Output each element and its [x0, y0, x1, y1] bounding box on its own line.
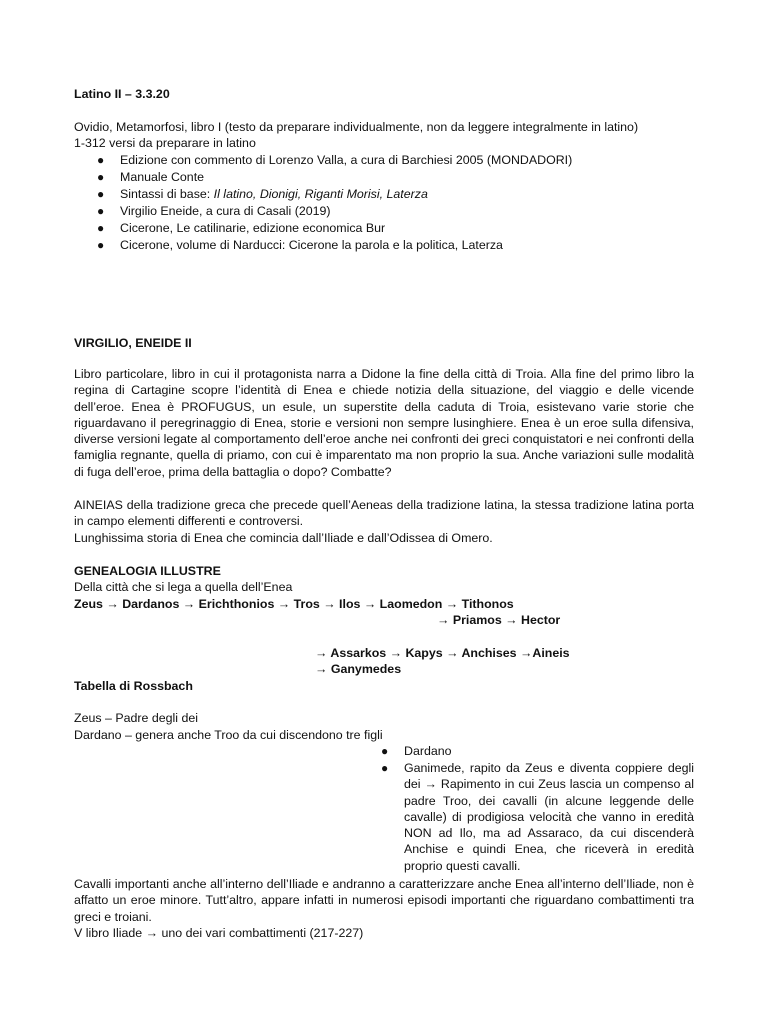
- page-title: Latino II – 3.3.20: [74, 87, 170, 101]
- section-heading: VIRGILIO, ENEIDE II: [74, 336, 192, 350]
- genealogy-line-1: Zeus → Dardanos → Erichthonios → Tros → Ilos → Laomedon → Tithonos: [74, 597, 514, 611]
- genealogy-subtitle: Della città che si lega a quella dell’Enea: [74, 580, 293, 594]
- intro-line-2: 1-312 versi da preparare in latino: [74, 136, 256, 150]
- bullet-icon: ●: [97, 221, 105, 235]
- reading-item: ● Sintassi di base: Il latino, Dionigi, Riganti Morisi, Laterza: [97, 187, 428, 201]
- reading-item: ● Manuale Conte: [97, 170, 205, 184]
- paragraph-iliad: V libro Iliade → uno dei vari combattimenti (217-227): [74, 926, 364, 940]
- genealogy-line-3: → Assarkos → Kapys → Anchises →Aineis: [315, 646, 570, 660]
- reading-item: ● Cicerone, volume di Narducci: Cicerone la parola e la politica, Laterza: [97, 238, 503, 252]
- table-reference: Tabella di Rossbach: [74, 679, 193, 693]
- bullet-icon: ●: [97, 238, 105, 252]
- note-dardano: Dardano – genera anche Troo da cui discendono tre figli: [74, 728, 383, 742]
- bullet-icon: ●: [381, 761, 389, 775]
- genealogy-heading: GENEALOGIA ILLUSTRE: [74, 564, 221, 578]
- bullet-icon: ●: [97, 170, 105, 184]
- paragraph-2: AINEIAS della tradizione greca che precede quell’Aeneas della tradizione latina, la stessa tradizione latina porta in campo elementi differenti e controversi.: [74, 498, 694, 529]
- paragraph-horses: Cavalli importanti anche all’interno dell’Iliade e andranno a caratterizzare anche Enea all’interno dell’Iliade, non è affatto un eroe minore. Tutt’altro, appare infatti in numerosi episodi importanti che riguardano combattimenti tra greci e troiani.: [74, 877, 694, 924]
- bullet-icon: ●: [381, 744, 389, 758]
- genealogy-line-4: → Ganymedes: [315, 662, 402, 676]
- bullet-icon: ●: [97, 204, 105, 218]
- reading-item: ● Cicerone, Le catilinarie, edizione economica Bur: [97, 221, 386, 235]
- genealogy-line-2: → Priamos → Hector: [437, 613, 561, 627]
- reading-item: ● Edizione con commento di Lorenzo Valla, a cura di Barchiesi 2005 (MONDADORI): [97, 153, 573, 167]
- reading-item: ● Virgilio Eneide, a cura di Casali (2019): [97, 204, 331, 218]
- note-zeus: Zeus – Padre degli dei: [74, 711, 198, 725]
- paragraph-1: Libro particolare, libro in cui il protagonista narra a Didone la fine della città di Troia. Alla fine del primo libro la regina di Cartagine scopre l’identità di Enea e chiede notizia della situazione, del viaggio e delle vicende dell’eroe. Enea è PROFUGUS, un esule, un superstite della caduta di Troia, esistevano varie storie che riguardavano il peregrinaggio di Enea, storie e versioni non sempre lusinghiere. Enea è un eroe sulla difensiva, diverse versioni legate al comportamento dell’eroe anche nei confronti dei greci conquistatori e nei confronti della famiglia regnante, quella di priamo, con cui è imparentato ma non proprio la sua. Anche variazioni sulle modalità di fuga dell’eroe, prima della battaglia o dopo? Combatte?: [74, 367, 694, 479]
- son-item: ● Dardano: [381, 744, 452, 758]
- bullet-icon: ●: [97, 187, 105, 201]
- bullet-icon: ●: [97, 153, 105, 167]
- intro-line-1: Ovidio, Metamorfosi, libro I (testo da preparare individualmente, non da leggere integralmente in latino): [74, 120, 639, 134]
- son-item: ● Ganimede, rapito da Zeus e diventa coppiere degli dei → Rapimento in cui Zeus lascia un compenso al padre Troo, dei cavalli (in alcune leggende delle cavalle) di prodigiosa velocità che vanno in eredità NON ad Ilo, ma ad Assaraco, da cui discenderà Anchise e quindi Enea, che riceverà in eredità proprio questi cavalli.: [381, 761, 694, 873]
- paragraph-2b: Lunghissima storia di Enea che comincia dall’Iliade e dall’Odissea di Omero.: [74, 531, 493, 545]
